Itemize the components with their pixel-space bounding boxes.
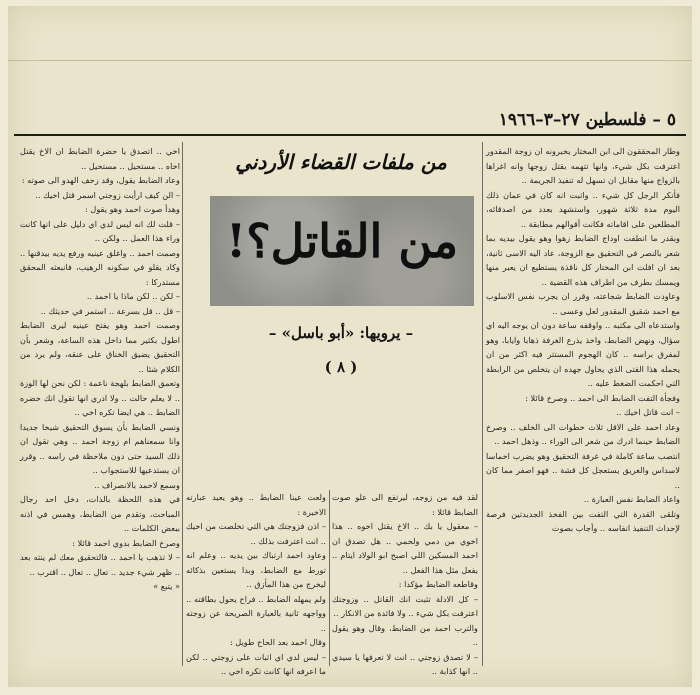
byline: – يرويها: «أبو باسل» – [268, 324, 414, 342]
paragraph: وقاطعه الضابط مؤكدا : [398, 579, 478, 589]
article-column-mid-right [332, 490, 478, 676]
paragraph: والترب احمد من الضابط، وقال وهو يقول .. [332, 622, 478, 647]
paragraph: وصمت احمد .. واغلق عينيه ورفع يديه بيدقنها .. وكاد يقلو في سكونه الرهيب، فانبعثه المحقق مستدركا : [20, 247, 180, 287]
paragraph: واعاد الضابط نفس العبارة .. [583, 494, 680, 504]
article-column-left [20, 144, 180, 664]
paragraph: وتلقى القدرة التي التفت بين الفخذ الجديدتين فرصة لإحداث التنفيذ انفاسه .. وأجاب بصوت [486, 508, 680, 533]
paragraph: – انت قاتل اخيك .. [616, 407, 680, 417]
paragraph: وفجأة التفت الضابط الى احمد .. وصرخ قائلا : [525, 392, 680, 403]
paragraph: وعاود احمد ارتباك بين يديه .. وعلم انه تورط مع الضابط، وبدا يستعين بذكائه ليخرج من هذا المأزق .. [186, 550, 326, 589]
paragraph: وصرخ الضابط بدوي احمد قائلا : [72, 537, 180, 548]
paragraph: وسمع لاحمد بالانصراف .. [94, 479, 180, 490]
newspaper-page [14, 110, 686, 676]
paragraph: اخي .. اتصدق يا حضرة الضابط ان الاخ يقتل اخاه .. مستحيل .. مستحيل .. [20, 146, 180, 171]
paragraph: ولعت عينا الضابط .. وهو يعيد عبارته الاخيرة : [186, 492, 326, 517]
paragraph: – قلت لك انه ليس لدي اي دليل على انها كانت وراء هذا العمل .. ولكن .. [20, 218, 180, 243]
paragraph: وعاودت الضابط شجاعته، وقرر ان يجرب نفس الاسلوب مع احمد شقيق المقدور لعل وعسى .. [486, 291, 680, 316]
paragraph: – لكن .. لكن ماذا يا احمد .. [86, 291, 180, 301]
to-be-continued: « يتبع » [153, 581, 180, 591]
paragraph: وعاد احمد على الاقل ثلاث خطوات الى الخلف .. وصرخ الضابط حينما ادرك من شعر الى الوراء .. وذهل احمد .. [486, 421, 680, 446]
paragraph: وبقدر ما انطفت اوداج الضابط زهوا وهو يقول بيديه بما شعر بالنصر في التحقيق مع الزوجة، عاد اليه الاسى ثانية، بعد ان افلت ابن المختار كل ناقذة يستطيع ان يعبر منها ويمسك بطرف من اطراف هذه القضية .. [486, 233, 680, 287]
part-number: ( ٨ ) [324, 358, 358, 376]
paragraph: فأنكر الرجل كل شيء .. واثبت انه كان في عمان ذلك اليوم مدة ثلاثة شهور، واستشهد بعدد من اصدقائه، المطلعين على اقاماته فكانت أقوالهم مطابقة .. [486, 189, 680, 229]
paragraph: ولم يمهله الضابط .. فراح يحول بطاقته .. وواجهه ثانية بالعبارة الصريحة عن زوجته .. [186, 593, 326, 633]
column-rule [482, 142, 483, 666]
page-header-text: ٥ – فلسطين ٢٧–٣–١٩٦٦ [498, 110, 676, 130]
paragraph: انتصب ساعة كاملة في غرفة التحقيق وهو يضرب اخماسا لاسداس والغريق يستعجل كل قشة .. فهو اصفر مما كان .. [486, 450, 680, 490]
paragraph: – الن كيف ارأيت زوجتي اسمر قتل اخيك .. [35, 189, 180, 200]
paper-fold-line [8, 60, 692, 61]
paragraph: – لا تذهب يا احمد .. فالتحقيق معك لم ينته بعد .. ظهر شيء جديد .. تعال .. تعال .. اقترب .. [20, 552, 180, 577]
paragraph: واستدعاه الى مكتبه .. واوقفه ساعة دون ان يوجه اليه اي سؤال، ونهض الضابط، واخذ يذرع الغرفة ذهابا وايابا، وهو لمفرق براسه .. كان الهجوم المستتر فيه اكثر من ان يحمله هذا الفتى الذي يحاول جهده ان يتخلص من الرابطة التي احكمت الضغط عليه .. [486, 320, 680, 388]
column-rule [182, 142, 183, 666]
paragraph: – اذن فزوجتك هي التي تخلصت من اخيك .. انت اعترفت بذلك .. [186, 521, 326, 546]
article-column-right [486, 144, 680, 664]
paragraph: – قل .. قل بسرعة .. استمر في حديثك .. [40, 305, 180, 316]
headline-image [210, 196, 474, 306]
paragraph: – كل الادلة تثبت انك القاتل .. وزوجتك اعترفت بكل شيء .. ولا فائدة من الانكار .. [332, 593, 478, 618]
article-column-mid-left [186, 490, 326, 676]
paragraph: لقد فيه من زوجه، ليرتفع الى علو صوت الضابط قائلا : [332, 492, 478, 517]
paragraph: – معقول يا بك .. الاخ يقتل اخوه .. هذا اخوي من دمي ولحمي .. هل تصدق ان احمد المسكين اللي اصبح ابو الولاد ايتام .. يفعل مثل هذا الفعل .. [332, 521, 478, 575]
paragraph: ونسي الضابط بأن يسوق التحقيق شيخا جديدا وانا سمعناهم ام زوجة احمد .. وهي تقول ان ذلك السيد حتى دون ملاحظة في راسه .. وقرر ان يستدعيها للاستجواب .. [20, 421, 180, 475]
paragraph: وعاد الضابط يقول، وقد زحف الهدو الى صوته : [21, 175, 180, 185]
article-banner: من ملفات القضاء الأردني [235, 150, 447, 174]
paragraph: – لا تصدق زوجتي .. انت لا تعرفها يا سيدي .. انها كذابة .. [332, 651, 478, 676]
paragraph: وقال احمد بعد الحاح طويل : [229, 637, 326, 647]
page-header [14, 112, 686, 136]
paragraph: – ليس لدي اي اثبات على زوجتي .. لكن ما اعرفه انها كانت تكره اخي .. [186, 651, 326, 676]
paragraph: وهدأ صوت احمد وهو يقول : [85, 204, 180, 214]
headline: من القاتل؟! [226, 214, 458, 268]
column-rule [329, 490, 330, 666]
paragraph: وتعمق الضابط بلهجة ناعمة : لكن نحن لها الوزة .. لا يعلم حالت .. ولا ادري انها تقول انك حضره الضابط .. هي ايضا تكره اخي .. [19, 378, 180, 417]
paragraph: وصمت احمد وهو يفتح عينيه ليرى الضابط اطول بكثير مما داخل هذه الساعة، وشعر بأن التحقيق يضيق الخناق على عنقه، ولم يرد من الكلام شئا .. [20, 320, 180, 374]
paragraph: وطار المحققون الى ابن المختار يخبرونه ان زوجة المقدور اعترفت بكل شيء، وانها تتهمه بقتل زوجها وانه اغراها بالزواج منها مقابل ان تسهل له تنفيذ الجريمة .. [486, 146, 680, 185]
paragraph: في هذه اللحظة بالذات، دخل احد رجال المباحث، وتقدم من الضابط، وهمس في اذنه ببعض الكلمات .. [20, 494, 180, 533]
